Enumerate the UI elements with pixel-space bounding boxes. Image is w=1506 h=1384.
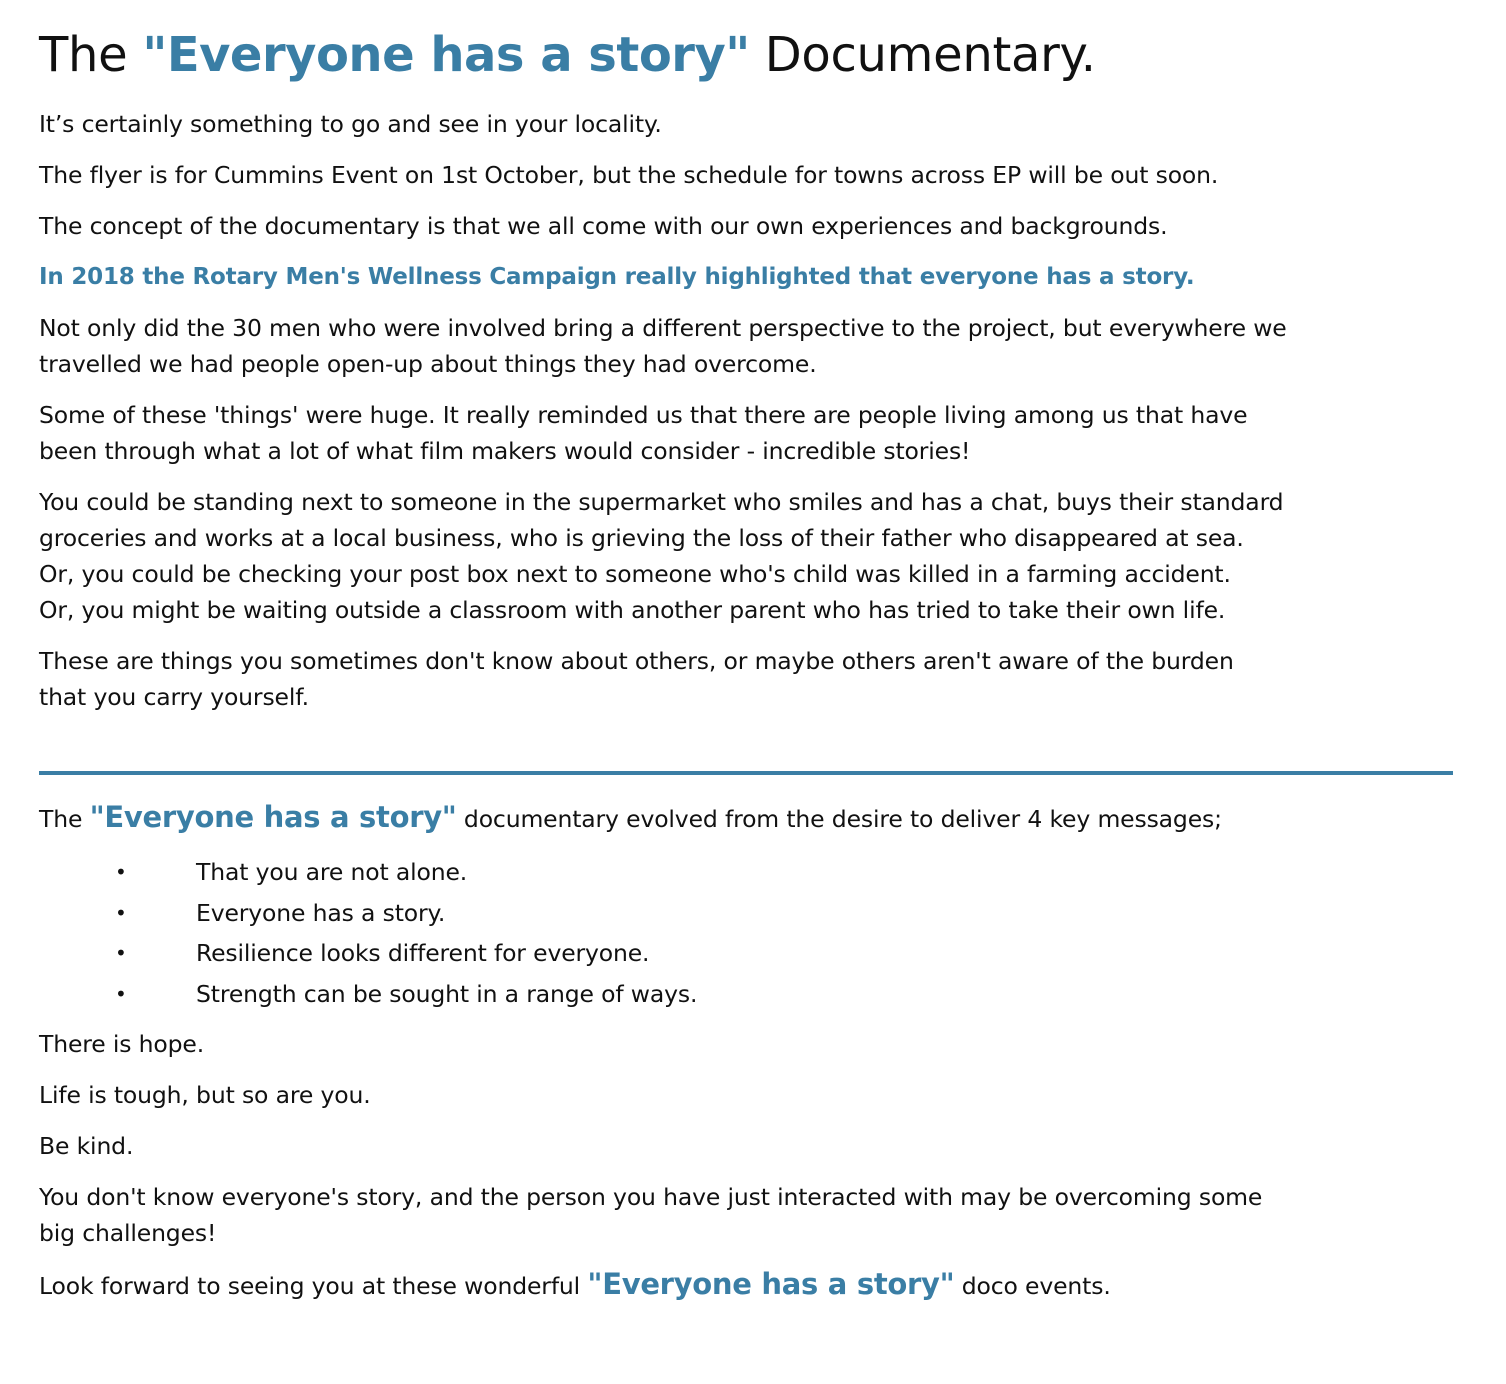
paragraph-locality: It’s certainly something to go and see in your locality. bbox=[39, 110, 662, 138]
paragraph-burden bbox=[39, 643, 1479, 715]
list-item bbox=[39, 974, 1479, 1015]
highlight-rotary-campaign: In 2018 the Rotary Men's Wellness Campaign really highlighted that everyone has a story. bbox=[39, 264, 1195, 290]
messages-intro-accent: "Everyone has a story" bbox=[89, 800, 457, 834]
bullet-icon: • bbox=[115, 860, 127, 884]
list-item-text: Everyone has a story. bbox=[196, 898, 446, 927]
paragraph-concept: The concept of the documentary is that we all come with our own experiences and backgrounds. bbox=[39, 212, 1168, 240]
paragraph-huge-things bbox=[39, 397, 1479, 469]
bullet-icon: • bbox=[115, 900, 127, 925]
paragraph-line: groceries and works at a local business, who is grieving the loss of their father who disappeared at sea. bbox=[39, 524, 1244, 552]
closing-prefix: Look forward to seeing you at these wonderful bbox=[39, 1272, 588, 1300]
document-page bbox=[39, 24, 1479, 1319]
list-item bbox=[39, 852, 1479, 893]
paragraph-line: Or, you might be waiting outside a classroom with another parent who has tried to take their own life. bbox=[39, 596, 1226, 624]
bullet-icon: • bbox=[115, 981, 127, 1006]
list-item-text: Resilience looks different for everyone. bbox=[196, 939, 650, 967]
messages-intro-suffix: documentary evolved from the desire to deliver 4 key messages; bbox=[456, 805, 1222, 833]
closing-everyones-story bbox=[39, 1179, 1479, 1251]
paragraph-line: You could be standing next to someone in the supermarket who smiles and has a chat, buys their standard bbox=[39, 488, 1284, 516]
bullet-icon: • bbox=[115, 941, 127, 965]
paragraph-line: big challenges! bbox=[39, 1219, 217, 1247]
messages-intro bbox=[39, 799, 1479, 837]
paragraph-flyer: The flyer is for Cummins Event on 1st October, but the schedule for towns across EP will be out soon. bbox=[39, 161, 1219, 189]
section-divider bbox=[39, 771, 1453, 775]
messages-intro-prefix: The bbox=[39, 805, 90, 833]
list-item-text: Strength can be sought in a range of ways. bbox=[196, 979, 698, 1008]
paragraph-line: These are things you sometimes don't know about others, or maybe others aren't aware of the burden bbox=[39, 647, 1234, 675]
title-prefix: The bbox=[39, 27, 143, 83]
list-item bbox=[39, 933, 1479, 974]
closing-be-kind: Be kind. bbox=[39, 1132, 134, 1160]
title-accent: "Everyone has a story" bbox=[142, 27, 750, 83]
paragraph-line: travelled we had people open-up about things they had overcome. bbox=[39, 350, 817, 378]
paragraph-line: that you carry yourself. bbox=[39, 683, 309, 711]
paragraph-examples bbox=[39, 484, 1479, 628]
paragraph-line: Or, you could be checking your post box next to someone who's child was killed in a farming accident. bbox=[39, 560, 1231, 588]
closing-life-tough: Life is tough, but so are you. bbox=[39, 1081, 371, 1109]
paragraph-line: Not only did the 30 men who were involved bring a different perspective to the project, but everywhere we bbox=[39, 314, 1287, 342]
paragraph-30-men bbox=[39, 310, 1479, 382]
page-title bbox=[39, 24, 1479, 86]
closing-suffix: doco events. bbox=[954, 1272, 1111, 1300]
closing-accent: "Everyone has a story" bbox=[587, 1267, 955, 1301]
closing-look-forward bbox=[39, 1266, 1479, 1304]
title-suffix: Documentary. bbox=[749, 27, 1096, 83]
paragraph-line: Some of these 'things' were huge. It really reminded us that there are people living among us that have bbox=[39, 401, 1248, 429]
paragraph-line: You don't know everyone's story, and the person you have just interacted with may be overcoming some bbox=[39, 1183, 1263, 1211]
list-item bbox=[39, 893, 1479, 934]
list-item-text: That you are not alone. bbox=[196, 858, 468, 886]
paragraph-line: been through what a lot of what film makers would consider - incredible stories! bbox=[39, 437, 971, 465]
key-messages-list bbox=[39, 852, 1479, 1014]
closing-hope: There is hope. bbox=[39, 1030, 205, 1058]
